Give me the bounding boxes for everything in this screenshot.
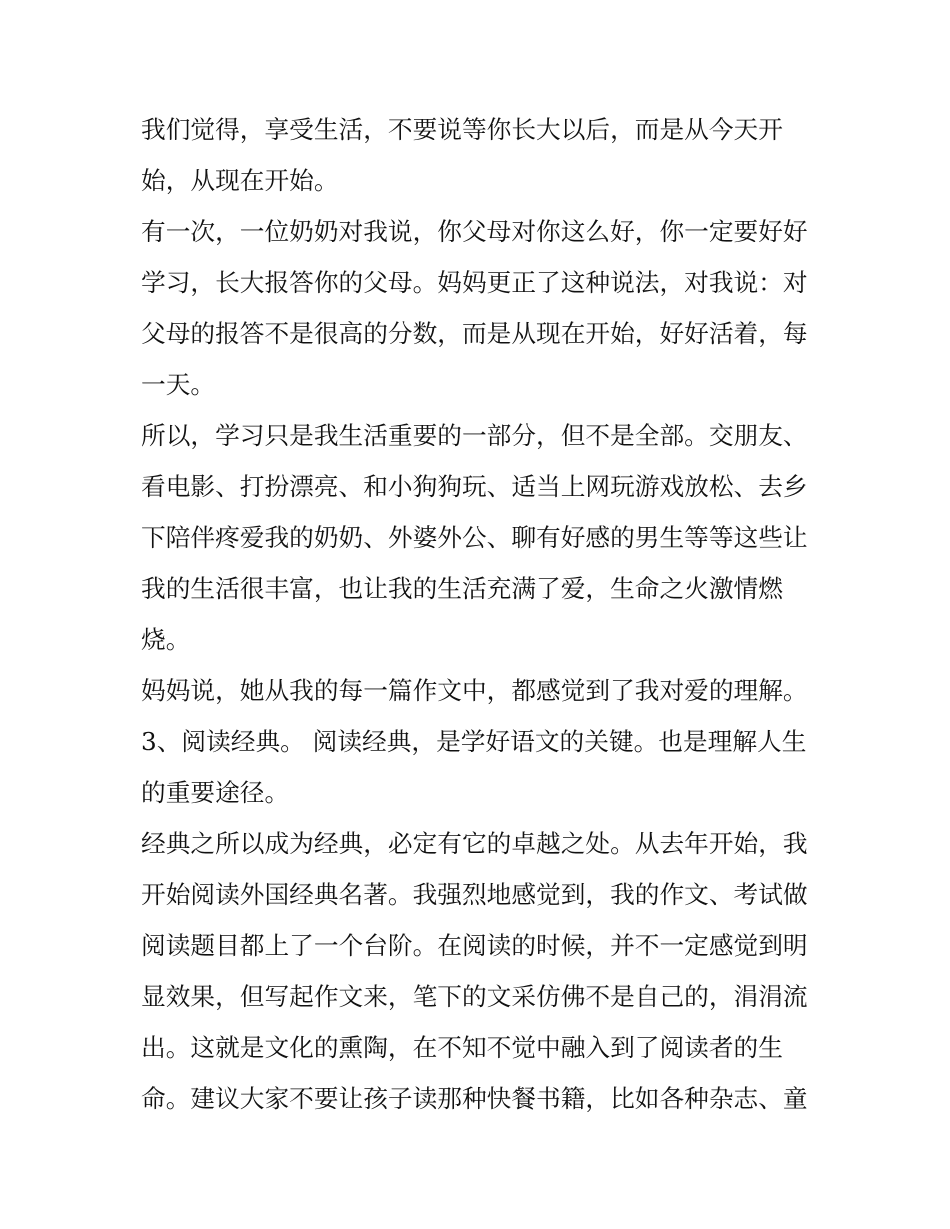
document-body [141, 104, 814, 1124]
paragraph-read-classics: 3、阅读经典。 阅读经典，是学好语文的关键。也是理解人生的重要途径。 [141, 727, 807, 807]
paragraph-enjoy-life: 我们觉得，享受生活，不要说等你长大以后，而是从今天开始，从现在开始。 [141, 115, 783, 195]
paragraph-classics-benefits: 经典之所以成为经典，必定有它的卓越之处。从去年开始，我开始阅读外国经典名著。我强烈地感觉到，我的作文、考试做阅读题目都上了一个台阶。在阅读的时候，并不一定感觉到明显效果，但写起作文来，笔下的文采仿佛不是自己的，涓涓流出。这就是文化的熏陶，在不知不觉中融入到了阅读者的生命。建议大家不要让孩子读那种快餐书籍，比如各种杂志、童 [141, 829, 808, 1113]
paragraph-study-is-part: 所以，学习只是我生活重要的一部分，但不是全部。交朋友、看电影、打扮漂亮、和小狗狗玩、适当上网玩游戏放松、去乡下陪伴疼爱我的奶奶、外婆外公、聊有好感的男生等等这些让我的生活很丰富，也让我的生活充满了爱，生命之火激情燃烧。 [141, 421, 808, 654]
paragraph-understanding-love: 妈妈说，她从我的每一篇作文中，都感觉到了我对爱的理解。 [141, 676, 808, 705]
paragraph-repay-parents: 有一次，一位奶奶对我说，你父母对你这么好，你一定要好好学习，长大报答你的父母。妈妈更正了这种说法，对我说：对父母的报答不是很高的分数，而是从现在开始，好好活着，每一天。 [141, 217, 808, 399]
